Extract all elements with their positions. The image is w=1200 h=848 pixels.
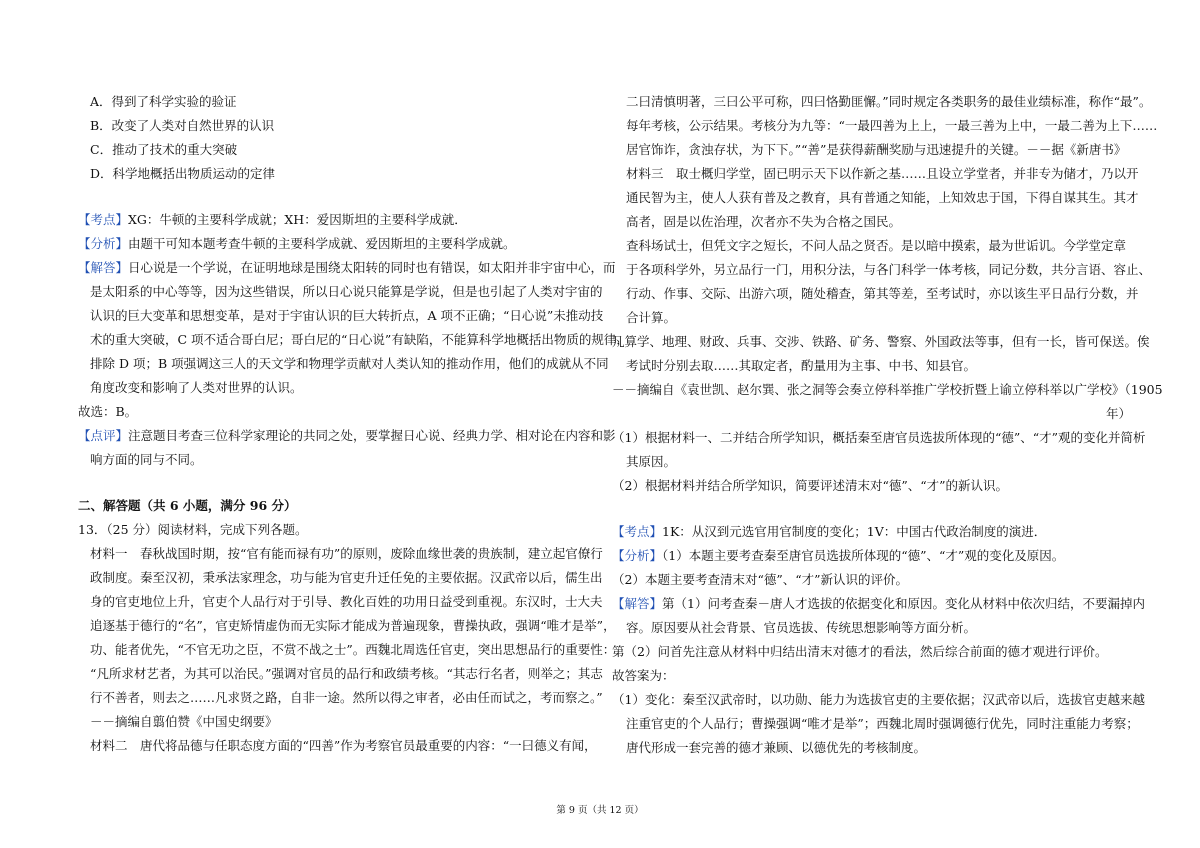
jieda-line-right-3: 第（2）问首先注意从材料中归结出清末对德才的看法，然后综合前面的德才观进行评价。 bbox=[612, 644, 1108, 659]
jieda-line-5: 排除 D 项；B 项强调这三人的天文学和物理学贡献对人类认知的推动作用，他们的成就从不同 bbox=[90, 356, 609, 371]
kaodian-tag: 【考点】 bbox=[78, 212, 129, 227]
material-3-line-3: 高者，固是以佐治理，次者亦不失为合格之国民。 bbox=[626, 214, 902, 229]
page-footer: 第 9 页（共 12 页） bbox=[556, 805, 644, 816]
kaodian-text-right: 1K：从汉到元选官用官制度的变化；1V：中国古代政治制度的演进． bbox=[662, 524, 1047, 539]
material-1-line-4: 追逐基于德行的“名”，官吏矫情虚伪而无实际才能成为普遍现象，曹操执政，强调“唯才是举”， bbox=[90, 618, 616, 633]
material-3b-line-4: 合计算。 bbox=[626, 310, 677, 325]
fenxi-line-right-2: （2）本题主要考查清末对“德”、“才”新认识的评价。 bbox=[612, 572, 909, 587]
fenxi-text-right: （1）本题主要考查秦至唐官员选拔所体现的“德”、“才”观的变化及原因。 bbox=[662, 548, 1065, 563]
jieda-line-2: 是太阳系的中心等等，因为这些错误，所以日心说只能算是学说，但是也引起了人类对宇宙的 bbox=[90, 284, 603, 299]
question-13: 13．（25 分）阅读材料，完成下列各题。 bbox=[78, 522, 308, 537]
material-1-line-1: 材料一 春秋战国时期，按“官有能而禄有功”的原则，废除血缘世袭的贵族制，建立起官僚行 bbox=[90, 546, 603, 561]
question-2: （2）根据材料并结合所学知识，简要评述清末对“德”、“才”的新认识。 bbox=[612, 478, 1009, 493]
material-3c-line-2: 考试时分别去取……其取定者，酌量用为主事、中书、知县官。 bbox=[626, 358, 977, 373]
material-1-line-5: 功、能者优先，“不官无功之臣，不赏不战之士”。西魏北周选任官吏，突出思想品行的重要性： bbox=[90, 642, 616, 657]
material-3b-line-3: 行动、作事、交际、出游六项，随处稽查，第其等差，至考试时，亦以该生平日品行分数，并 bbox=[626, 286, 1139, 301]
fenxi-line-right bbox=[612, 546, 1064, 566]
material-1-line-6: “凡所求材艺者，为其可以治民。”强调对官员的品行和政绩考核。“其志行名者，则举之；其志 bbox=[90, 666, 603, 681]
material-1-source: －－摘编自翦伯赞《中国史纲要》 bbox=[90, 714, 278, 729]
kaodian-line-right bbox=[612, 522, 1046, 542]
answer-line-2: 注重官吏的个人品行；曹操强调“唯才是举”；西魏北周时强调德行优先，同时注重能力考察； bbox=[626, 716, 1139, 731]
answer-head: 故答案为： bbox=[612, 668, 675, 683]
material-3-line-2: 通民智为主，使人人获有普及之教育，具有普通之知能，上知效忠于国，下得自谋其生。其才 bbox=[626, 190, 1139, 205]
dianping-text: 注意题目考查三位科学家理论的共同之处，要掌握日心说、经典力学、相对论在内容和影 bbox=[128, 428, 616, 443]
material-1-line-2: 政制度。秦至汉初，秉承法家理念，功与能为官吏升迁任免的主要依据。汉武帝以后，儒生出 bbox=[90, 570, 603, 585]
material-1-line-7: 行不善者，则去之……凡求贤之路，自非一途。然所以得之审者，必由任而试之，考而察之。” bbox=[90, 690, 603, 705]
jieda-line bbox=[78, 258, 616, 278]
material-2-line-4: 居官饰诈，贪浊存状，为下下。”“善”是获得薪酬奖励与迅速提升的关键。－－据《新唐书》 bbox=[626, 142, 1127, 157]
material-2-line-1: 材料二 唐代将品德与任职态度方面的“四善”作为考察官员最重要的内容：“一曰德义有闻， bbox=[90, 738, 597, 753]
material-2-line-2: 二曰清慎明著，三曰公平可称，四曰恪勤匪懈。”同时规定各类职务的最佳业绩标准，称作“最”。 bbox=[626, 94, 1152, 109]
answer-line: 故选：B。 bbox=[78, 404, 138, 419]
jieda-text: 日心说是一个学说，在证明地球是围绕太阳转的同时也有错误，如太阳并非宇宙中心，而 bbox=[128, 260, 616, 275]
jieda-tag: 【解答】 bbox=[78, 260, 129, 275]
fenxi-line bbox=[78, 234, 516, 254]
dianping-tag: 【点评】 bbox=[78, 428, 129, 443]
kaodian-line bbox=[78, 210, 467, 230]
question-1: （1）根据材料一、二并结合所学知识，概括秦至唐官员选拔所体现的“德”、“才”观的变化并简析 bbox=[612, 430, 1146, 445]
material-3-source: －－摘编自《袁世凯、赵尔巽、张之洞等会奏立停科举推广学校折暨上谕立停科举以广学校》（1905 bbox=[612, 382, 1163, 397]
material-3-source-end: 年） bbox=[1106, 406, 1132, 421]
jieda-line-right bbox=[612, 594, 1145, 614]
material-1-line-3: 身的官吏地位上升，官吏个人品行对于引导、教化百姓的功用日益受到重视。东汉时，士大夫 bbox=[90, 594, 603, 609]
jieda-line-4: 术的重大突破，C 项不适合哥白尼；哥白尼的“日心说”有缺陷，不能算科学地概括出物质的规律， bbox=[90, 332, 629, 347]
material-3b-line-1: 查科场试士，但凭文字之短长，不问人品之贤否。是以暗中摸索，最为世诟讥。今学堂定章 bbox=[626, 238, 1127, 253]
section-heading: 二、解答题（共 6 小题，满分 96 分） bbox=[78, 498, 297, 513]
material-2-line-3: 每年考核，公示结果。考核分为九等：“一最四善为上上，一最三善为上中，一最二善为上下…… bbox=[626, 118, 1158, 133]
jieda-tag-right: 【解答】 bbox=[612, 596, 663, 611]
jieda-line-right-2: 容。原因要从社会背景、官员选拔、传统思想影响等方面分析。 bbox=[626, 620, 977, 635]
answer-line-1: （1）变化：秦至汉武帝时，以功勋、能力为选拔官吏的主要依据；汉武帝以后，选拔官吏越来越 bbox=[612, 692, 1145, 707]
jieda-text-right: 第（1）问考查秦－唐人才选拔的依据变化和原因。变化从材料中依次归结，不要漏掉内 bbox=[662, 596, 1145, 611]
option-b: B．改变了人类对自然世界的认识 bbox=[90, 118, 275, 133]
fenxi-text: 由题干可知本题考查牛顿的主要科学成就、爱因斯坦的主要科学成就。 bbox=[128, 236, 516, 251]
option-c: C．推动了技术的重大突破 bbox=[90, 142, 238, 157]
dianping-line bbox=[78, 426, 616, 446]
kaodian-tag-right: 【考点】 bbox=[612, 524, 663, 539]
answer-line-3: 唐代形成一套完善的德才兼顾、以德优先的考核制度。 bbox=[626, 740, 927, 755]
jieda-line-3: 认识的巨大变革和思想变革，是对于宇宙认识的巨大转折点，A 项不正确；“日心说”未推动技 bbox=[90, 308, 604, 323]
fenxi-tag: 【分析】 bbox=[78, 236, 129, 251]
material-3b-line-2: 于各项科学外，另立品行一门，用积分法，与各门科学一体考核，同记分数，共分言语、容止、 bbox=[626, 262, 1152, 277]
option-a: A．得到了科学实验的验证 bbox=[90, 94, 237, 109]
kaodian-text: XG：牛顿的主要科学成就；XH：爱因斯坦的主要科学成就． bbox=[128, 212, 467, 227]
question-1-cont: 其原因。 bbox=[626, 454, 677, 469]
option-d: D．科学地概括出物质运动的定律 bbox=[90, 166, 276, 181]
dianping-line-2: 响方面的同与不同。 bbox=[90, 452, 203, 467]
jieda-line-6: 角度改变和影响了人类对世界的认识。 bbox=[90, 380, 303, 395]
material-3c-line-1: 凡算学、地理、财政、兵事、交涉、铁路、矿务、警察、外国政法等事，但有一长，皆可保送。俟 bbox=[612, 334, 1150, 349]
fenxi-tag-right: 【分析】 bbox=[612, 548, 663, 563]
material-3-line-1: 材料三 取士概归学堂，固已明示天下以作新之基……且设立学堂者，并非专为储才，乃以开 bbox=[626, 166, 1139, 181]
